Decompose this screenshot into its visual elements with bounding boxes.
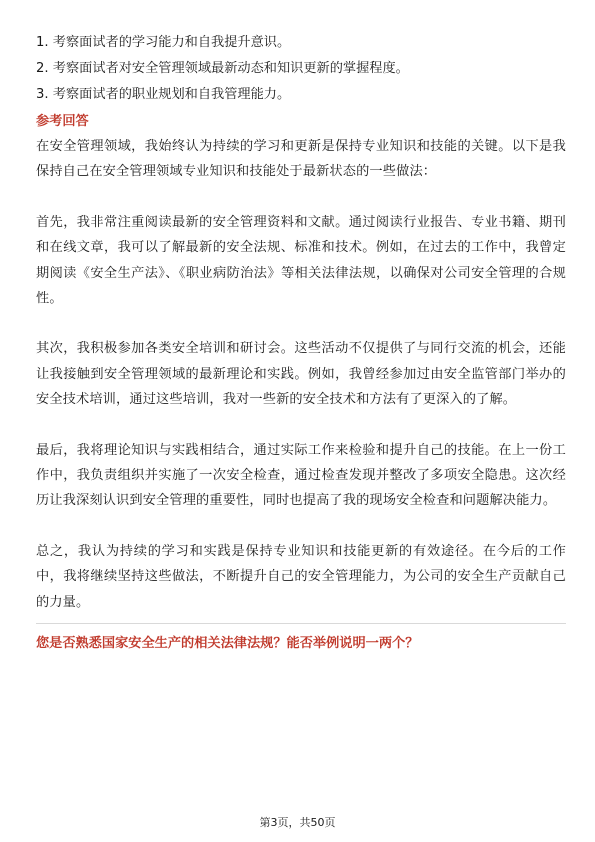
section-divider xyxy=(36,623,566,624)
answer-paragraph: 最后，我将理论知识与实践相结合，通过实际工作来检验和提升自己的技能。在上一份工作中，我负责组织并实施了一次安全检查，通过检查发现并整改了多项安全隐患。这次经历让我深刻认识到安全管理的重要性，同时也提高了我的现场安全检查和问题解决能力。 xyxy=(36,442,566,509)
answer-paragraph: 总之，我认为持续的学习和实践是保持专业知识和技能更新的有效途径。在今后的工作中，我将继续坚持这些做法，不断提升自己的安全管理能力，为公司的安全生产贡献自己的力量。 xyxy=(36,543,566,610)
assessment-points-list xyxy=(36,30,566,108)
page-number-footer: 第3页，共50页 xyxy=(259,816,336,829)
page-content xyxy=(36,30,566,656)
assessment-point: 1. 考察面试者的学习能力和自我提升意识。 xyxy=(36,35,291,50)
reference-answer-heading: 参考回答 xyxy=(36,114,89,129)
assessment-point: 2. 考察面试者对安全管理领域最新动态和知识更新的掌握程度。 xyxy=(36,61,409,76)
answer-paragraph: 其次，我积极参加各类安全培训和研讨会。这些活动不仅提供了与同行交流的机会，还能让我接触到安全管理领域的最新理论和实践。例如，我曾经参加过由安全监管部门举办的安全技术培训，通过这些培训，我对一些新的安全技术和方法有了更深入的了解。 xyxy=(36,341,566,408)
answer-body xyxy=(36,134,566,615)
answer-paragraph: 首先，我非常注重阅读最新的安全管理资料和文献。通过阅读行业报告、专业书籍、期刊和在线文章，我可以了解最新的安全法规、标准和技术。例如，在过去的工作中，我曾定期阅读《安全生产法》、《职业病防治法》等相关法律法规，以确保对公司安全管理的合规性。 xyxy=(36,214,566,307)
assessment-point: 3. 考察面试者的职业规划和自我管理能力。 xyxy=(36,87,291,102)
next-question-heading: 您是否熟悉国家安全生产的相关法律法规？能否举例说明一两个？ xyxy=(36,636,419,652)
answer-paragraph: 在安全管理领域，我始终认为持续的学习和更新是保持专业知识和技能的关键。以下是我保持自己在安全管理领域专业知识和技能处于最新状态的一些做法： xyxy=(36,139,566,180)
